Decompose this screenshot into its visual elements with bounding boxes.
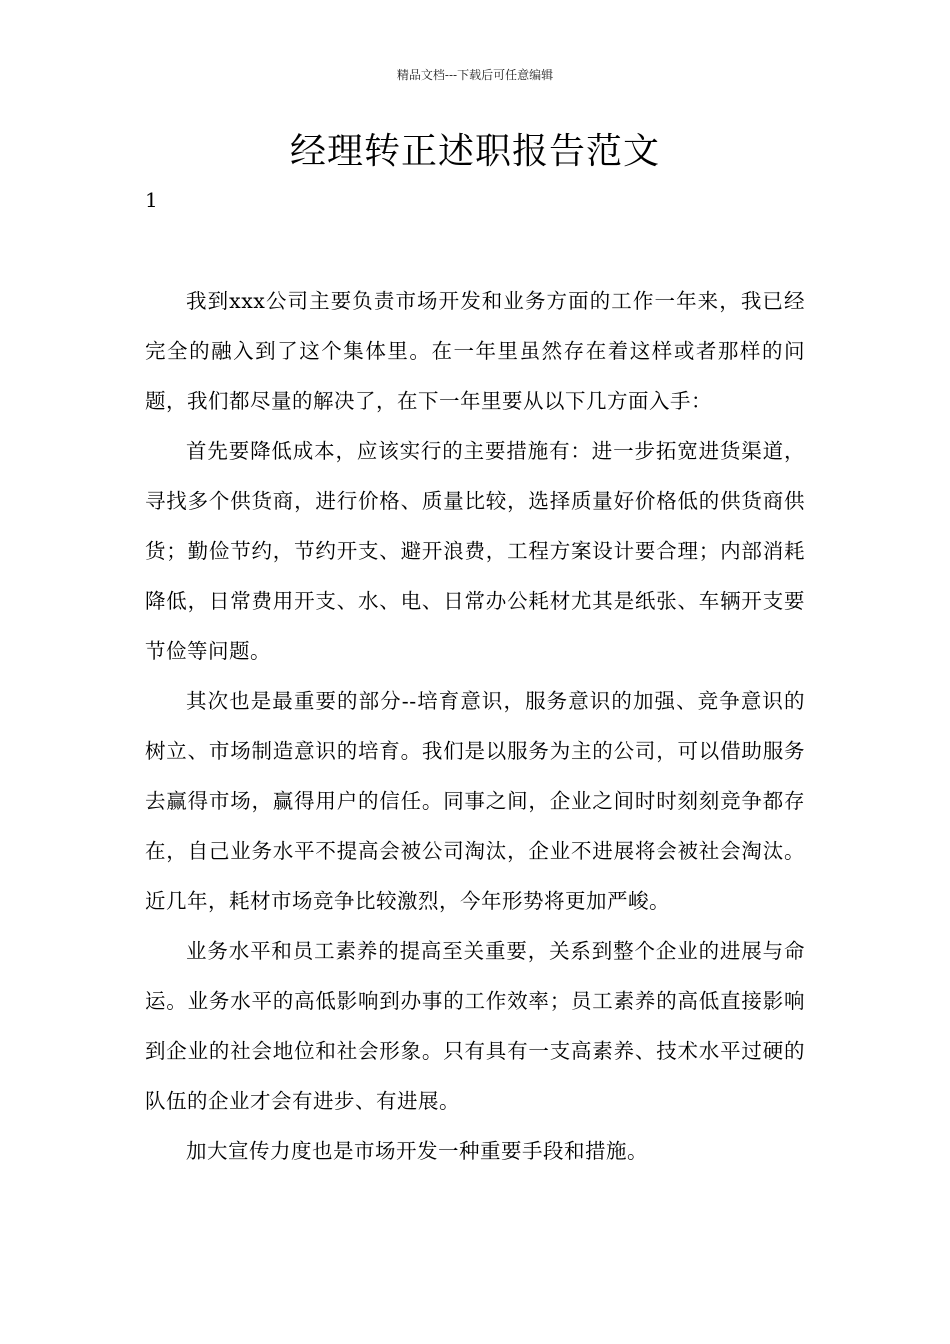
header-note: 精品文档---下载后可任意编辑: [396, 68, 554, 82]
paragraph: 我到xxx公司主要负责市场开发和业务方面的工作一年来，我已经完全的融入到了这个集体里。在一年里虽然存在着这样或者那样的问题，我们都尽量的解决了，在下一年里要从以下几方面入手：: [145, 289, 805, 413]
page-number: 1: [145, 188, 158, 212]
paragraph: 首先要降低成本，应该实行的主要措施有：进一步拓宽进货渠道，寻找多个供货商，进行价格、质量比较，选择质量好价格低的供货商供货；勤俭节约，节约开支、避开浪费，工程方案设计要合理；内部消耗降低，日常费用开支、水、电、日常办公耗材尤其是纸张、车辆开支要节俭等问题。: [145, 439, 805, 663]
paragraph: 加大宣传力度也是市场开发一种重要手段和措施。: [186, 1139, 648, 1163]
paragraph: 业务水平和员工素养的提高至关重要，关系到整个企业的进展与命运。业务水平的高低影响到办事的工作效率；员工素养的高低直接影响到企业的社会地位和社会形象。只有具有一支高素养、技术水平过硬的队伍的企业才会有进步、有进展。: [145, 939, 805, 1113]
document-body: [145, 276, 805, 1176]
paragraph: 其次也是最重要的部分--培育意识，服务意识的加强、竞争意识的树立、市场制造意识的培育。我们是以服务为主的公司，可以借助服务去赢得市场，赢得用户的信任。同事之间，企业之间时时刻刻竞争都存在，自己业务水平不提高会被公司淘汰，企业不进展将会被社会淘汰。近几年，耗材市场竞争比较激烈，今年形势将更加严峻。: [145, 689, 805, 913]
document-title: 经理转正述职报告范文: [289, 131, 660, 172]
